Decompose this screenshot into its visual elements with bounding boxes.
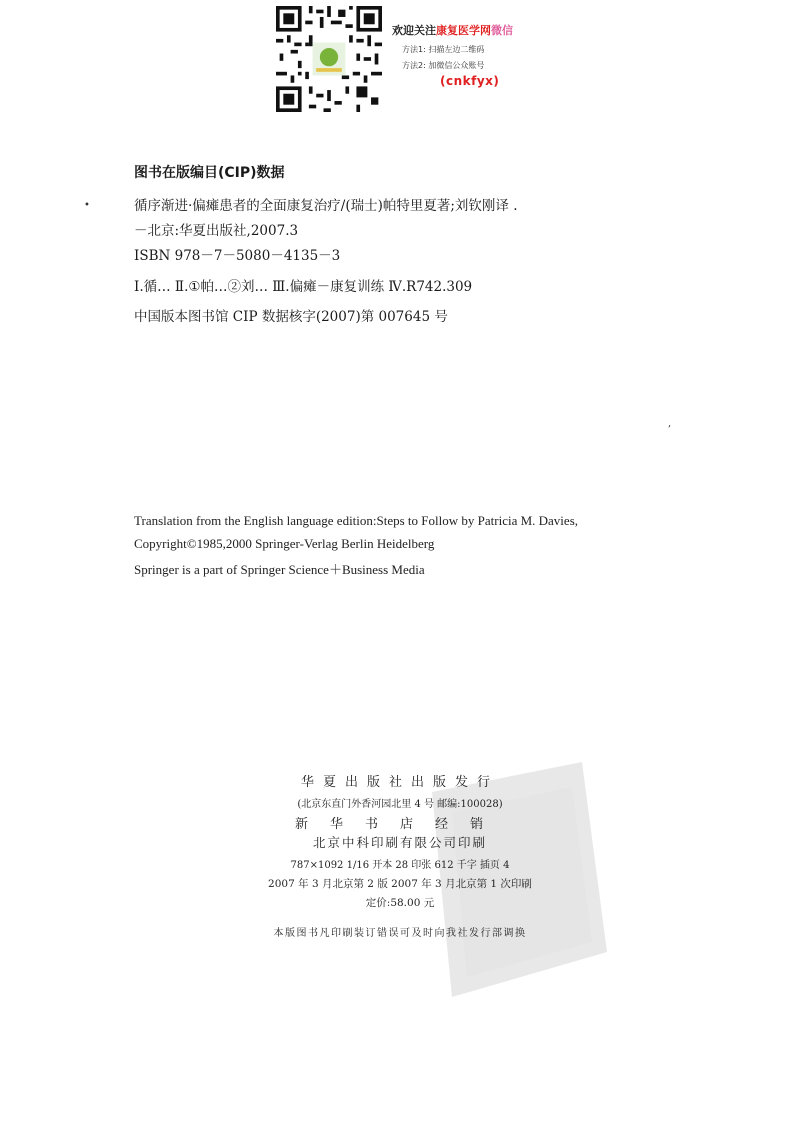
distributor-line: 新华书店经销 [294,817,505,832]
scan-mark: , [668,418,672,429]
follow-text: 欢迎关注康复医学网微信 [392,24,513,37]
translation-notice: Translation from the English language edition:Steps to Follow by Patricia M. Davies, [134,513,578,528]
book-specs: 787×1092 1/16 开本 28 印张 612 千字 插页 4 [290,860,510,871]
cip-publisher-line: －北京:华夏出版社,2007.3 [134,223,299,239]
method-1: 方法1: 扫描左边二维码 [402,45,485,54]
cip-title-line: 循序渐进·偏瘫患者的全面康复治疗/(瑞士)帕特里夏著;刘钦刚译 . [134,198,518,214]
cip-isbn: ISBN 978－7－5080－4135－3 [134,248,341,264]
follow-suffix: 微信 [491,24,513,37]
qr-code-icon [276,6,382,112]
springer-notice: Springer is a part of Springer Science＋Business Media [134,562,425,577]
copyright-notice: Copyright©1985,2000 Springer-Verlag Berlin Heidelberg [134,536,435,551]
qr-promo-block [392,22,513,88]
edition-info: 2007 年 3 月北京第 2 版 2007 年 3 月北京第 1 次印刷 [268,878,532,890]
account-id: (cnkfyx) [440,74,500,88]
cip-heading: 图书在版编目(CIP)数据 [134,165,285,181]
method-2: 方法2: 加微信公众账号 [402,61,485,70]
publisher-line: 华夏出版社出版发行 [300,775,499,790]
cip-classification: Ⅰ.循… Ⅱ.①帕…②刘… Ⅲ.偏瘫－康复训练 Ⅳ.R742.309 [134,279,473,295]
printer-line: 北京中科印刷有限公司印刷 [312,835,487,850]
scan-mark: • [84,200,90,211]
cip-approval: 中国版本图书馆 CIP 数据核字(2007)第 007645 号 [134,309,448,325]
publisher-address: (北京东直门外香河园北里 4 号 邮编:100028) [297,799,503,810]
defect-notice: 本版图书凡印刷装订错误可及时向我社发行部调换 [273,928,527,939]
price: 定价:58.00 元 [365,897,435,909]
follow-name: 康复医学网 [436,24,491,37]
